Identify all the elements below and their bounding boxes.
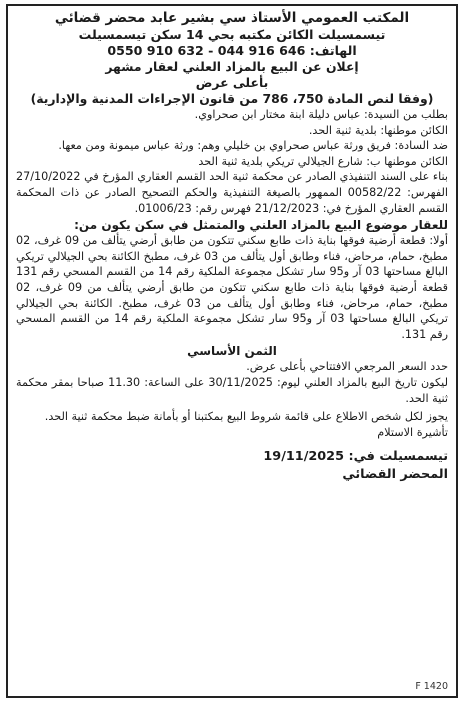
base-price: حدد السعر المرجعي الافتتاحي بأعلى عرض.: [246, 360, 448, 374]
document-page: [6, 4, 458, 698]
sale-date: ليكون تاريخ البيع بالمزاد العلني ليوم: 30/11/2025 على الساعة: 11.30 صباحا بمقر محكمة ثنية الحد.: [16, 375, 448, 405]
signature-block: [16, 448, 448, 484]
place-date: تيسمسيلت في: 19/11/2025: [263, 449, 448, 465]
defendant-residence: الكائن موطنها ب: شارع الجيلالي تريكي بلدية ثنية الحد: [198, 154, 448, 168]
requester-residence: الكائن موطنها: بلدية ثنية الحد.: [308, 123, 448, 137]
highest-offer-subtitle: بأعلى عرض: [195, 75, 269, 90]
base-price-heading: الثمن الأساسي: [187, 344, 277, 359]
office-address: تيسمسيلت الكائن مكتبه بحي 14 سكن تيسمسيلت: [78, 27, 386, 42]
property-description: أولا: قطعة أرضية فوقها بناية ذات طابع سكني تتكون من طابق أرضي يتألف من 09 غرف، 02 مطبخ، حمام، مرحاض، فناء وطابق أول يتألف من 03 غرف، مطبخ الكائنة بحي الجيلالي تريكي البالغ مساحتها 03 آر و95 سار تشكل مجموعة الملكية رقم 14 من القسم المسحي رقم 131 قطعة أرضية فوقها بناية ذات طابع سكني تتكون من طابق أرضي يتألف من 09 غرف، 02 مطبخ، حمام، مرحاض، فناء وطابق أول يتألف من 03 غرف، مطبخ. الكائنة بحي الجيلالي تريكي البالغ مساحتها 03 آر و95 سار تشكل مجموعة الملكية رقم 14 من القسم المسحي رقم 131.: [16, 234, 449, 341]
office-phones: الهاتف: 646 916 044 - 632 910 0550: [107, 43, 357, 58]
signer-title: المحضر القضائي: [342, 467, 448, 483]
announcement-title: إعلان عن البيع بالمزاد العلني لعقار مشهر: [105, 59, 359, 74]
reference-code: F 1420: [415, 681, 448, 692]
property-heading: للعقار موضوع البيع بالمزاد العلني والمتمثل في سكن يكون من:: [74, 218, 448, 233]
enforcement-basis: بناء على السند التنفيذي الصادر عن محكمة ثنية الحد القسم العقاري المؤرخ في 27/10/2022 الفهرس: 00582/22 الممهور بالصيغة التنفيذية والحكم التصحيح الصادر عن ذات المحكمة القسم العقاري المؤرخ في: 21/12/2023 فهرس رقم: 01006/23.: [16, 170, 449, 215]
requested-by: بطلب من السيدة: عباس دليلة ابنة مختار ابن صحراوي.: [194, 108, 448, 121]
receipt-visa: تأشيرة الاستلام: [377, 425, 448, 439]
office-title: المكتب العمومي الأستاذ سي بشير عابد محضر قضائي: [54, 10, 410, 26]
legal-notice: [8, 6, 456, 484]
against-parties: ضد السادة: فريق ورثة عباس صحراوي بن خليلي وهم: ورثة عباس ميمونة ومن معها.: [58, 139, 448, 153]
inspection-note: يجوز لكل شخص الاطلاع على قائمة شروط البيع بمكتبنا أو بأمانة ضبط محكمة ثنية الحد.: [44, 410, 448, 424]
legal-basis: (وفقا لنص المادة 750، 786 من قانون الإجراءات المدنية والإدارية): [30, 91, 434, 106]
